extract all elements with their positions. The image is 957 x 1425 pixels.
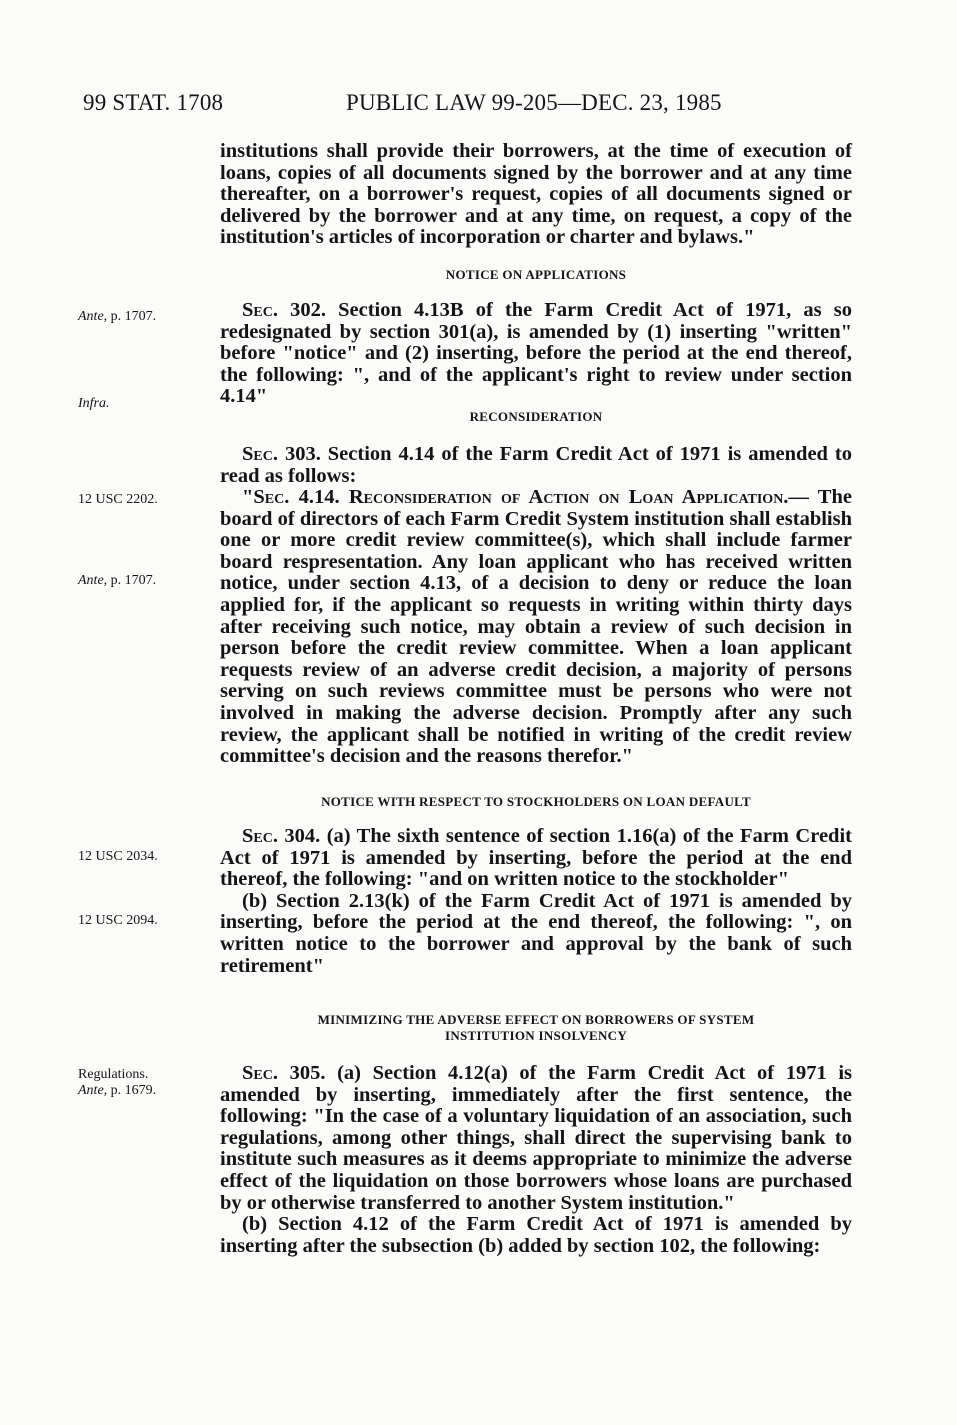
section-4-14: "Sec. 4.14. Reconsideration of Action on Loan Application.— The board of directors of each Farm Credit System institution shall establish one or more credit review committee(s), which shall include farmer board respresentation. Any loan applicant who has received written notice, under section 4.13, of a decision to deny or reduce the loan applied for, if the applicant so requests in writing within thirty days after receiving such notice, may obtain a review of such decision in person before the credit review committee. When a loan applicant requests review of an adverse credit decision, a majority of persons serving on such reviews committee must be persons who were not involved in making the adverse decision. Promptly after any such review, the applicant shall be notified in writing of the credit review committee's decision and the reasons therefor." (220, 486, 852, 768)
margin-note-regulations: Regulations. Ante, p. 1679. (78, 1067, 157, 1098)
section-305: Sec. 305. (a) Section 4.12(a) of the Farm Credit Act of 1971 is amended by inserting, immediately after the first sentence, the following: "In the case of a voluntary liquidation of an association, such regulations, among other things, shall direct the supervising bank to institute such measures as it deems appropriate to minimize the adverse effect of the liquidation on those borrowers whose loans are purchased by or otherwise transferred to another System institution." (b) Section 4.12 of the Farm Credit Act of 1971 is amended by inserting after the subsection (b) added by section 102, the following: (220, 1062, 852, 1257)
law-title: PUBLIC LAW 99-205—DEC. 23, 1985 (346, 90, 722, 115)
section-302: Sec. 302. Section 4.13B of the Farm Credit Act of 1971, as so redesignated by section 301(a), is amended by (1) inserting "written" before "notice" and (2) inserting, before the period at the end thereof, the following: ", and of the applicant's right to review under section 4.14" (220, 299, 852, 408)
margin-note-infra: Infra. (78, 396, 110, 411)
section-303: Sec. 303. Section 4.14 of the Farm Credit Act of 1971 is amended to read as follows: (220, 443, 852, 487)
margin-note-12-usc-2094: 12 USC 2094. (78, 913, 158, 928)
heading-notice-on-applications: NOTICE ON APPLICATIONS (445, 267, 627, 282)
paragraph-institutions: institutions shall provide their borrowers, at the time of execution of loans, copies of all documents signed by the borrower and at any time thereafter, on a borrower's request, copies of all documents signed or delivered by the borrower and at any time, on request, a copy of the institution's articles of incorporation or charter and bylaws." (220, 140, 852, 249)
heading-reconsideration: RECONSIDERATION (469, 409, 603, 424)
margin-note-12-usc-2202: 12 USC 2202. (78, 492, 158, 507)
section-304: Sec. 304. (a) The sixth sentence of section 1.16(a) of the Farm Credit Act of 1971 is amended by inserting, before the period at the end thereof, the following: "and on written notice to the stockholder" (b) Section 2.13(k) of the Farm Credit Act of 1971 is amended by inserting, before the period at the end thereof, the following: ", on written notice to the borrower and approval by the bank of such retirement" (220, 825, 852, 977)
margin-note-ante-1707-b: Ante, p. 1707. (78, 573, 157, 588)
margin-note-12-usc-2034: 12 USC 2034. (78, 849, 158, 864)
heading-stockholders-loan-default: NOTICE WITH RESPECT TO STOCKHOLDERS ON LOAN DEFAULT (321, 794, 751, 809)
running-head (83, 90, 853, 120)
heading-minimizing-adverse-effect: MINIMIZING THE ADVERSE EFFECT ON BORROWERS OF SYSTEM INSTITUTION INSOLVENCY (317, 1012, 755, 1043)
stat-citation: 99 STAT. 1708 (83, 90, 224, 115)
margin-note-ante-1707: Ante, p. 1707. (78, 309, 157, 324)
